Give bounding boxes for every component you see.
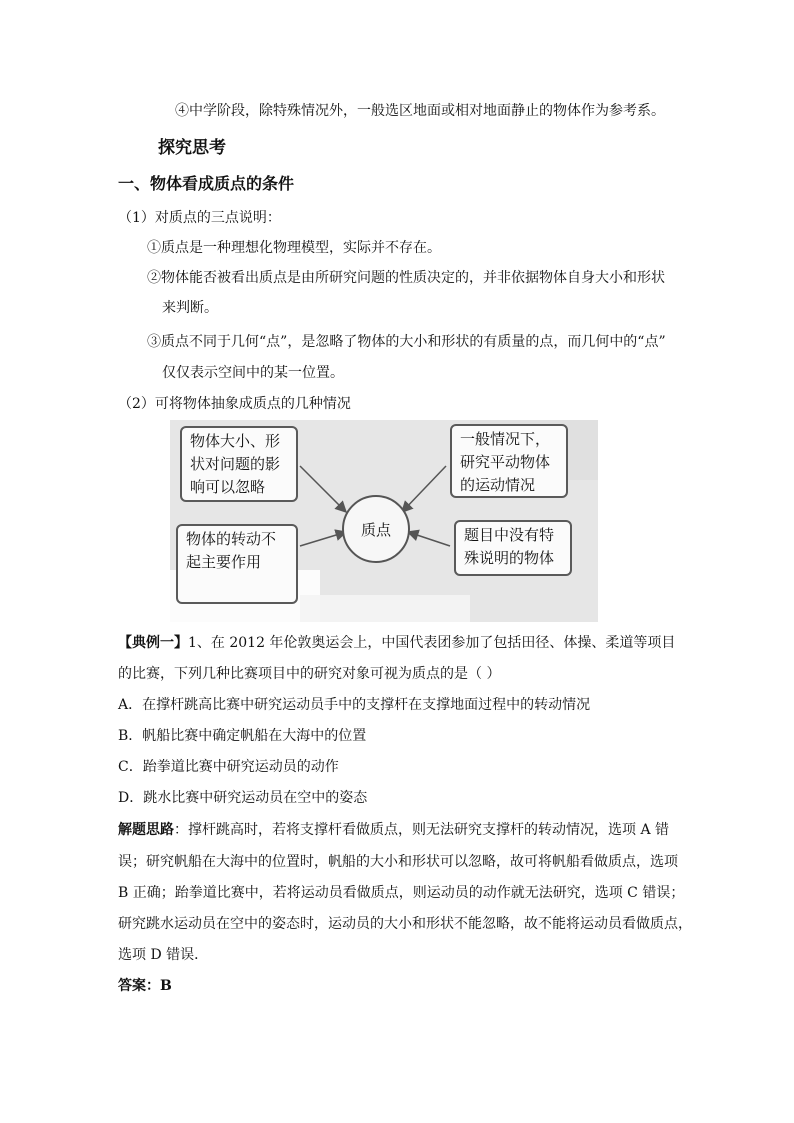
example-tag: 【典例一】 xyxy=(118,635,188,651)
subheading-situations: （2）可将物体抽象成质点的几种情况 xyxy=(118,396,351,412)
point-2-line-1: ②物体能否被看出质点是由所研究问题的性质决定的，并非依据物体自身大小和形状 xyxy=(147,270,665,286)
condition-box-rotation: 物体的转动不起主要作用 xyxy=(176,524,298,604)
point-3-line-1: ③质点不同于几何“点”，是忽略了物体的大小和形状的有质量的点，而几何中的“点” xyxy=(147,334,666,350)
option-d: D．跳水比赛中研究运动员在空中的姿态 xyxy=(118,790,368,806)
solution-label: 解题思路 xyxy=(118,822,174,838)
answer-label: 答案： xyxy=(118,978,160,994)
answer-line xyxy=(118,976,172,996)
section-heading: 一、物体看成质点的条件 xyxy=(118,174,295,193)
example-question-line-1 xyxy=(118,633,675,653)
option-c: C．跆拳道比赛中研究运动员的动作 xyxy=(118,759,339,775)
condition-box-translation: 一般情况下，研究平动物体的运动情况 xyxy=(450,424,568,498)
subheading-three-points: （1）对质点的三点说明： xyxy=(118,210,281,226)
example-question-line-2: 的比赛，下列几种比赛项目中的研究对象可视为质点的是（ ） xyxy=(118,666,501,682)
reference-frame-note: ④中学阶段，除特殊情况外，一般选区地面或相对地面静止的物体作为参考系。 xyxy=(175,103,665,119)
option-a: A．在撑杆跳高比赛中研究运动员手中的支撑杆在支撑地面过程中的转动情况 xyxy=(118,697,591,713)
option-b: B．帆船比赛中确定帆船在大海中的位置 xyxy=(118,728,367,744)
answer-value: B xyxy=(160,978,172,994)
particle-conditions-diagram xyxy=(170,420,598,622)
particle-circle xyxy=(342,495,410,563)
point-2-line-2: 来判断。 xyxy=(162,300,218,316)
solution-line-2: 误；研究帆船在大海中的位置时，帆船的大小和形状可以忽略，故可将帆船看做质点，选项 xyxy=(118,854,678,870)
explore-heading: 探究思考 xyxy=(158,138,226,158)
point-1: ①质点是一种理想化物理模型，实际并不存在。 xyxy=(147,240,441,256)
solution-line-5: 选项 D 错误． xyxy=(118,947,209,963)
solution-line-3: B 正确；跆拳道比赛中，若将运动员看做质点，则运动员的动作就无法研究，选项 C 错误； xyxy=(118,885,685,901)
point-3-line-2: 仅仅表示空间中的某一位置。 xyxy=(162,365,344,381)
solution-line-4: 研究跳水运动员在空中的姿态时，运动员的大小和形状不能忽略，故不能将运动员看做质点， xyxy=(118,916,692,932)
particle-label: 质点 xyxy=(360,520,391,539)
condition-box-size-shape: 物体大小、形状对问题的影响可以忽略 xyxy=(180,426,298,502)
solution-text-1: ：撑杆跳高时，若将支撑杆看做质点，则无法研究支撑杆的转动情况，选项 A 错 xyxy=(174,822,670,838)
example-question-text: 1、在 2012 年伦敦奥运会上，中国代表团参加了包括田径、体操、柔道等项目 xyxy=(188,635,676,651)
condition-box-unspecified: 题目中没有特殊说明的物体 xyxy=(454,520,572,576)
solution-line-1 xyxy=(118,820,669,840)
